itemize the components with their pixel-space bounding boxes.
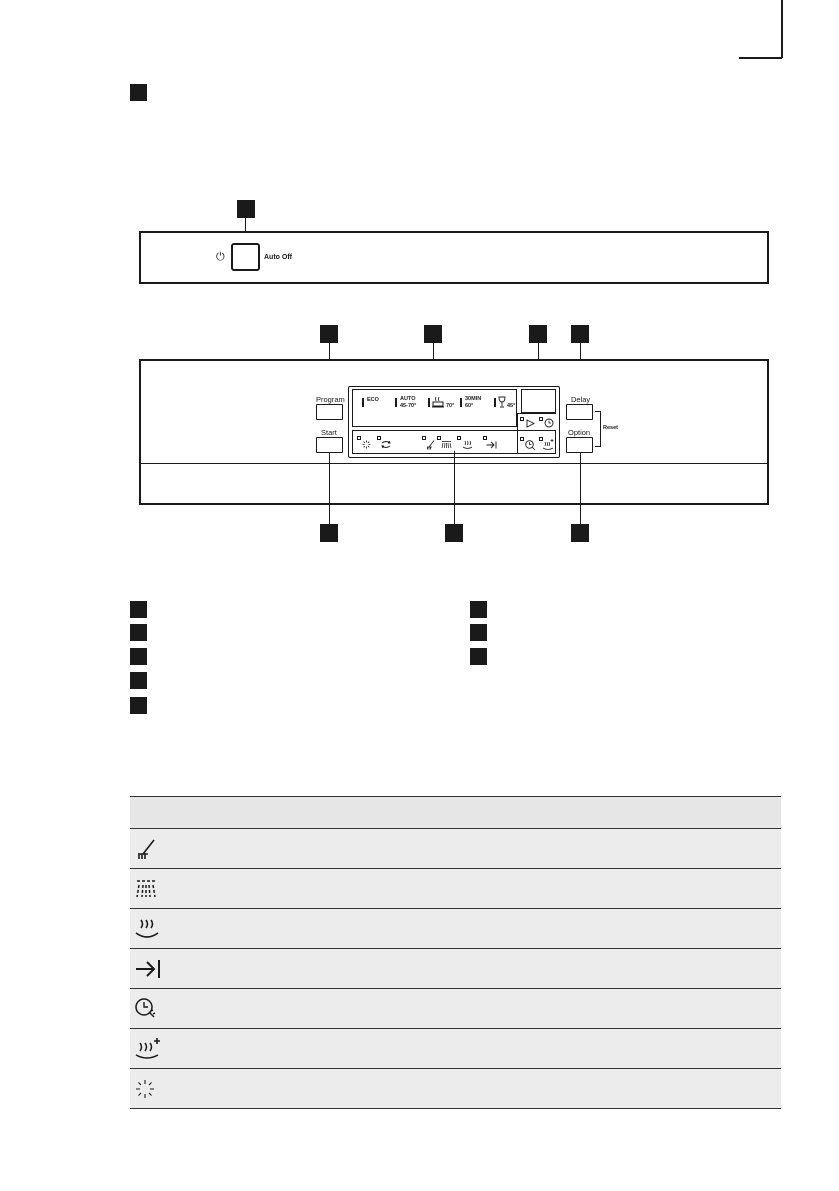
legend-marker-5 [130, 697, 147, 714]
start-button[interactable] [316, 437, 343, 453]
callout-line-indicators [454, 451, 455, 525]
reset-label: Reset [603, 425, 618, 431]
program-indicator-eco [362, 398, 364, 407]
indicator-dot-play [520, 417, 524, 421]
indicator-table [130, 796, 781, 1109]
rinse-aid-brush-icon [134, 837, 158, 861]
table-row [130, 1069, 781, 1109]
end-small-icon [486, 441, 497, 449]
program-eco-line1: ECO [367, 397, 379, 403]
drying-small-icon [462, 440, 473, 450]
table-row [130, 1029, 781, 1069]
program-intensive-line2: 70° [446, 403, 455, 409]
pot-icon [432, 396, 444, 408]
program-indicator-30min [460, 398, 462, 407]
callout-line-start [329, 453, 330, 525]
callout-marker-indicators [445, 524, 463, 542]
play-icon [526, 419, 535, 428]
table-header-row [130, 797, 781, 829]
heading-marker [130, 84, 147, 101]
time-manager-small-icon [525, 440, 536, 451]
legend-marker-3 [130, 648, 147, 665]
program-button[interactable] [316, 404, 343, 420]
rinse-aid-small-icon [426, 440, 435, 450]
callout-marker-delay [571, 325, 589, 343]
callout-marker-digital-display [529, 325, 547, 343]
option-label: Option [568, 428, 591, 437]
program-glass-line2: 45° [507, 403, 516, 409]
drying-heat-icon [134, 917, 160, 941]
time-manager-icon [134, 997, 160, 1021]
glass-icon [498, 396, 506, 408]
indicator-dot-delay [539, 417, 543, 421]
program-label: Program [316, 395, 345, 404]
option-button[interactable] [566, 437, 593, 453]
legend-marker-8 [470, 648, 487, 665]
power-icon: ⏻ [216, 250, 225, 263]
delay-clock-icon [544, 418, 554, 428]
table-row [130, 829, 781, 869]
indicator-dot-drying [457, 436, 461, 440]
table-row [130, 909, 781, 949]
program-indicator-glass [494, 398, 496, 407]
extra-dry-icon [134, 1037, 162, 1061]
program-30min-line1: 30MIN [465, 396, 482, 402]
spray-arms-icon [134, 878, 158, 900]
delay-label: Delay [571, 395, 591, 404]
end-arrow-icon [134, 958, 162, 980]
program-30min-line2: 60° [465, 403, 474, 409]
reset-bracket [595, 411, 601, 447]
program-auto-line2: 45-70° [400, 403, 417, 409]
callout-marker-top [237, 200, 255, 218]
table-row [130, 869, 781, 909]
delay-button[interactable] [566, 404, 593, 420]
legend-marker-6 [470, 601, 487, 618]
sparkle-small-icon [362, 440, 371, 449]
indicator-dot-time-manager [520, 437, 524, 441]
programs-display-frame [352, 389, 517, 427]
extra-dry-small-icon [542, 439, 554, 451]
table-row [130, 949, 781, 989]
start-label: Start [321, 428, 337, 437]
indicator-dot-sparkle [357, 436, 361, 440]
spray-small-icon [441, 440, 452, 449]
legend-marker-1 [130, 601, 147, 618]
program-indicator-auto [395, 398, 397, 407]
sparkle-icon [134, 1078, 156, 1100]
digital-display [521, 389, 556, 413]
salt-icon [381, 440, 391, 449]
callout-line-option [580, 453, 581, 525]
table-row [130, 989, 781, 1029]
program-auto-line1: AUTO [400, 396, 416, 402]
callout-marker-display [424, 325, 442, 343]
indicator-dot-end [483, 436, 487, 440]
legend-marker-2 [130, 624, 147, 641]
legend-marker-4 [130, 672, 147, 689]
legend-marker-7 [470, 624, 487, 641]
callout-marker-program [320, 325, 338, 343]
callout-marker-start [320, 524, 338, 542]
auto-off-label: Auto Off [264, 254, 292, 261]
program-indicator-intensive [428, 398, 430, 407]
callout-marker-option [571, 524, 589, 542]
crop-mark-top-right-h [739, 57, 782, 59]
crop-mark-top-right [781, 0, 783, 58]
on-off-button[interactable] [231, 243, 260, 271]
